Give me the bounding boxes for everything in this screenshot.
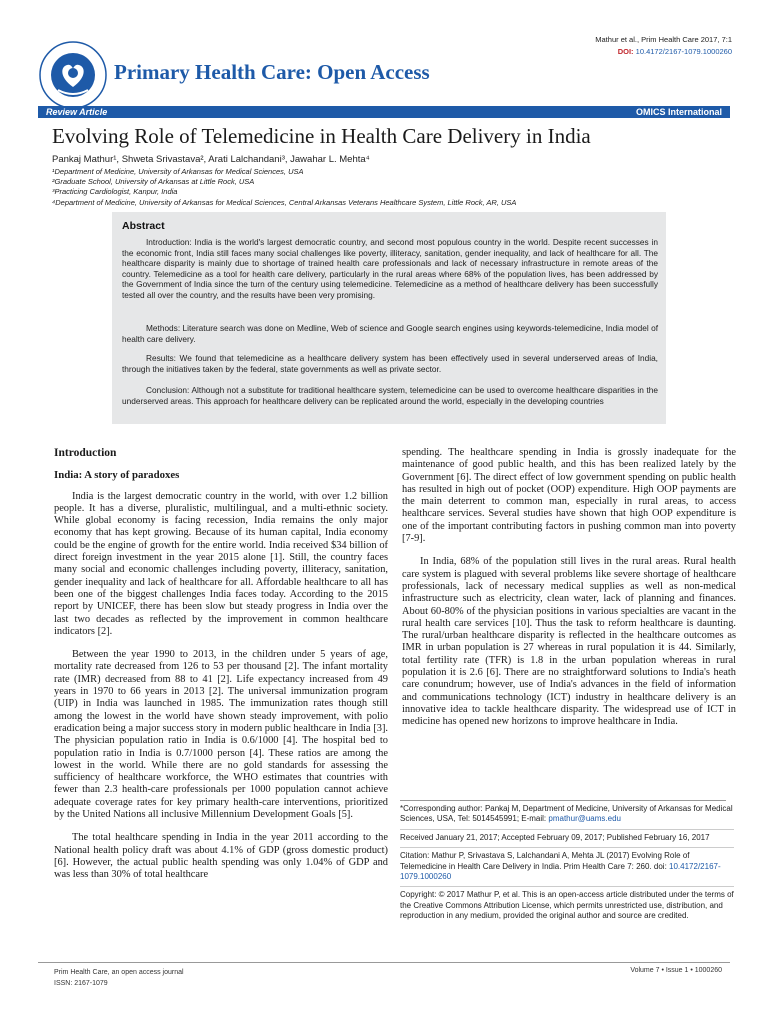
body-paragraph: India is the largest democratic country in the world, with over 1.2 billion people. It has a diverse, pluralistic, multilingual, and a multi-ethnic society. While global economy is facing recession, India remains the only major economy that has kept growing. Because of its human capital, India economy could be the engine of growth for the entire world. India received $34 billion of direct foreign investment in the year 2015 alone [1]. Still, the country faces many social and economic challenges including poverty, illiteracy, sanitation, gender inequality and lack of healthcare for all. Affordable healthcare to all has been one of the biggest challenges India faces today. According to the 2015 report by UNICEF, there has been slow but steady progress in India over the last two decades as reflected by the improvement in common healthcare indicators [2]. (54, 490, 388, 637)
doi-link[interactable]: 10.4172/2167-1079.1000260 (635, 47, 732, 56)
received-dates: Received January 21, 2017; Accepted February 09, 2017; Published February 16, 2017 (400, 829, 734, 843)
left-column (54, 447, 388, 893)
body-paragraph: spending. The healthcare spending in India is grossly inadequate for the maintenance of good public health, and this has been realized lately by the Government [6]. The direct effect of low government spending on public health has resulted in high out of pocket (OOP) expenditure. High OOP payments are the main deterrent to common man, especially in rural areas, to access healthcare services. Several studies have shown that high OOP expenditure is one of the important contributing factors in pushing common man into poverty [7-9]. (402, 447, 736, 545)
body-paragraph: In India, 68% of the population still lives in the rural areas. Rural health care system is plagued with several problems like severe shortage of healthcare professionals, lack of necessary medical supplies as well as non-medical infrastructure such as electricity, clean water, lack of planning and finances. About 60-80% of the physician positions in various specialties are vacant in the rural health care services [10]. Thus the task to reform healthcare is daunting. The rural/urban healthcare disparity is reflected in the healthcare outcomes as IMR in urban population is 27 whereas in rural population it is 44. Similarly, total fertility rate (TFR) is 1.8 in the urban population whereas in rural population it is 2.6 [6]. There are no straightforward solutions to India's heath care conundrum; however, use of India's advances in the field of information and communications technology (ICT) industry in healthcare delivery is an innovative idea to tackle healthcare disparity. The widespread use of ICT in medicine has opened new horizons to improve healthcare in India. (402, 556, 736, 728)
header-band (38, 106, 730, 118)
abstract-box (112, 212, 666, 424)
citation-line: Mathur et al., Prim Health Care 2017, 7:1 (595, 35, 732, 44)
footer-rule (38, 962, 730, 963)
citation-header (595, 34, 732, 58)
section-heading-introduction: Introduction (54, 447, 117, 459)
article-title: Evolving Role of Telemedicine in Health Care Delivery in India (52, 124, 591, 148)
affiliations (52, 167, 516, 208)
citation-block (400, 847, 734, 882)
doi-line (595, 46, 732, 58)
citation-doi-link[interactable]: 10.4172/2167-1079.1000260 (400, 861, 721, 882)
abstract-heading: Abstract (122, 220, 165, 232)
correspondence-rule (400, 800, 726, 801)
footer-issn: ISSN: 2167-1079 (54, 980, 108, 987)
corresponding-author-text: *Corresponding author: Pankaj M, Department of Medicine, University of Arkansas for Medical Sciences, USA, Tel: 5014545991; E-mail: (400, 804, 733, 824)
subsection-heading: India: A story of paradoxes (54, 469, 180, 482)
abstract-introduction: Introduction: India is the world's largest democratic country, and second most populous country in the world. Despite recent successes in the economic front, India still faces many social challenges like poverty, illiteracy, sanitation, gender inequality, and lack of healthcare for all. The healthcare disparity is mainly due to shortage of trained health care professionals and lack of necessary infrastructure in remote areas of the country. Telemedicine as a tool for health care delivery, particularly in the rural areas where 68% of the population lives, has been addressed by the Government of India since the turn of the century using telemedicine. Telemedicine as a method of healthcare delivery has been successfully tested all over the country, and the results have been very promising. (122, 237, 658, 300)
abstract-conclusion: Conclusion: Although not a substitute for traditional healthcare system, telemedicine can be used to overcome healthcare disparities in the underserved areas. This approach for healthcare delivery can be replicated around the world, especially in the developing countries (122, 385, 658, 406)
journal-logo (38, 40, 108, 110)
article-type: Review Article (46, 107, 108, 117)
footer-journal-line: Prim Health Care, an open access journal (54, 969, 184, 976)
doi-label: DOI: (617, 47, 634, 56)
affiliation-1: ¹Department of Medicine, University of Arkansas for Medical Sciences, USA (52, 167, 304, 176)
affiliation-4: ⁴Department of Medicine, University of Arkansas for Medical Sciences, Central Arkansas Veterans Healthcare System, Little Rock, AR, USA (52, 197, 517, 207)
author-list: Pankaj Mathur¹, Shweta Srivastava², Arati Lalchandani³, Jawahar L. Mehta⁴ (52, 154, 370, 165)
corresponding-author (400, 804, 734, 825)
publisher-name: OMICS International (635, 107, 722, 117)
affiliation-2: ²Graduate School, University of Arkansas at Little Rock, USA (52, 177, 255, 187)
journal-title: Primary Health Care: Open Access (114, 60, 430, 84)
citation-text: Citation: Mathur P, Srivastava S, Lalchandani A, Mehta JL (2017) Evolving Role of Telemedicine in Health Care Delivery in India. Prim Health Care 7: 260. doi: (400, 851, 690, 871)
footer-volume: Volume 7 • Issue 1 • 1000260 (630, 967, 722, 974)
body-paragraph: The total healthcare spending in India in the year 2011 according to the National health policy draft was about 4.1% of GDP (gross domestic product) [6]. However, the actual public health spending was only 1.04% of GDP and was less than 30% of total healthcare (54, 832, 388, 881)
affiliation-3: ³Practicing Cardiologist, Kanpur, India (52, 187, 178, 197)
footer-journal (54, 967, 184, 989)
body-paragraph: Between the year 1990 to 2013, in the children under 5 years of age, mortality rate decreased from 126 to 53 per thousand [2]. The infant mortality rate (IMR) decreased from 88 to 41 [2]. Life expectancy increased from 49 years in 1970 to 66 years in 2013 [2]. The universal immunization program (UIP) in India was launched in 1985. The immunization rates though still among the lowest in the world have shown steady improvement, with polio eradication being a major success story in modern public healthcare in India [3]. The physician population ratio in India is 0.6/1000 [4]. The hospital bed to population ratio in India is 0.7/1000 person [4]. These ratios are among the lowest in the world. While there are no gold standards for assessing the sufficiency of healthcare workforce, the WHO estimates that countries with fewer than 2.3 health-care professionals per 1000 population cannot achieve adequate coverage rates for key primary health-care interventions, prioritized by the United Nations all inclusive Millennium Development Goals [5]. (54, 649, 388, 821)
right-column (402, 447, 736, 740)
author-email-link[interactable]: pmathur@uams.edu (548, 814, 621, 824)
journal-logo-graphic (38, 40, 108, 110)
abstract-results: Results: We found that telemedicine as a healthcare delivery system has been effectively used in several underserved areas of India, through the initiatives taken by the federal, state governments as well as private sector. (122, 353, 658, 374)
correspondence-block (400, 800, 734, 926)
abstract-methods: Methods: Literature search was done on Medline, Web of science and Google search engines using keywords-telemedicine, India model of health care delivery. (122, 323, 658, 344)
copyright-notice: Copyright: © 2017 Mathur P, et al. This is an open-access article distributed under the terms of the Creative Commons Attribution License, which permits unrestricted use, distribution, and reproduction in any medium, provided the original author and source are credited. (400, 886, 734, 921)
